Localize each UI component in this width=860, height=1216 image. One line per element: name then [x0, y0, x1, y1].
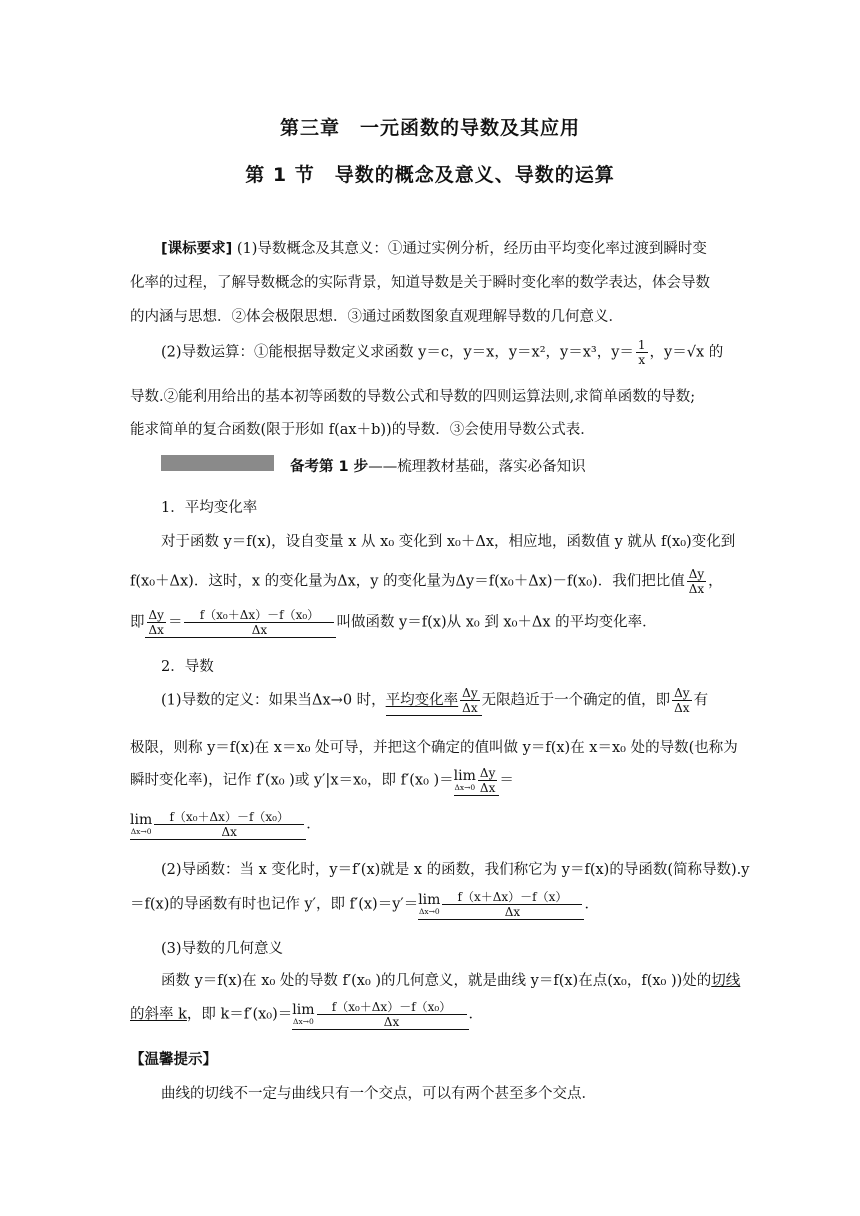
requirements-line-3: 的内涵与思想．②体会极限思想．③通过函数图象直观理解导数的几何意义．	[130, 309, 623, 325]
requirements-line-2: 化率的过程，了解导数概念的实际背景，知道导数是关于瞬时变化率的数学表达，体会导数	[130, 275, 710, 291]
limit-symbol-4: lim Δx→0	[292, 1001, 315, 1026]
derived-fn-line-2	[130, 890, 599, 920]
def-line-4	[130, 810, 321, 840]
requirements-tag: [课标要求]	[161, 241, 233, 257]
geometric-fraction: $\frac{\text{f（x₀＋Δx）－f（x₀）}}{\Delta x}$	[317, 1000, 467, 1029]
slope-underline: 的斜率 k	[130, 1006, 187, 1023]
section-title: 第 1 节 导数的概念及意义、导数的运算	[245, 164, 615, 186]
derived-fn-line-1: (2)导函数：当 x 变化时，y＝f′(x)就是 x 的函数，我们称它为 y＝f(x)的导函数(简称导数).y	[161, 862, 750, 878]
geometric-line-1-text: 函数 y＝f(x)在 x₀ 处的导数 f′(x₀ )的几何意义，就是曲线 y＝f(x)在点(x₀，f(x₀ ))处的	[161, 973, 712, 989]
operations-line-1	[161, 338, 723, 367]
def-line-3	[130, 766, 514, 796]
def-line-3-text: 瞬时变化率)，记作 f′(x₀ )或 y′|x＝x₀，即 f′(x₀ )＝	[130, 772, 454, 789]
operations-text-end: ，y＝√x 的	[649, 344, 724, 361]
chapter-title: 第三章 一元函数的导数及其应用	[279, 117, 580, 139]
geometric-end: ．	[468, 1006, 483, 1023]
banner-text: ——梳理教材基础，落实必备知识	[368, 459, 586, 475]
operations-line-2: 导数.②能利用给出的基本初等函数的导数公式和导数的四则运算法则,求简单函数的导数;	[130, 389, 696, 405]
avg-line-3-text: 叫做函数 y＝f(x)从 x₀ 到 x₀＋Δx 的平均变化率．	[336, 614, 657, 631]
avg-line-2-comma: ，	[708, 573, 723, 590]
geometric-line-1	[161, 969, 740, 990]
def-line-1-end: 有	[693, 692, 709, 709]
dy-dx-fraction: $\frac{\Delta y}{\Delta x}$	[688, 567, 705, 596]
def-line-3-eq: ＝	[499, 772, 514, 789]
derived-fn-text: ＝f(x)的导函数有时也记作 y′，即 f′(x)＝y′＝	[130, 896, 419, 913]
def-line-2: 极限，则称 y＝f(x)在 x＝x₀ 处可导，并把这个确定的值叫做 y＝f(x)在 x＝x₀ 处的导数(也称为	[130, 740, 738, 756]
requirements-line-1	[161, 237, 707, 258]
banner-label: 备考第 1 步	[290, 459, 369, 475]
derived-fn-end: ．	[584, 896, 599, 913]
def-line-1-mid: 无限趋近于一个确定的值，即	[481, 692, 671, 709]
limit-symbol-2: lim Δx→0	[130, 811, 153, 836]
geometric-line-2-text: ，即 k＝f′(x₀)＝	[186, 1006, 293, 1023]
derived-fn-fraction: $\frac{f(x+\Delta x)-f(x)}{\Delta x}$	[442, 890, 582, 919]
geometric-line-2	[130, 1000, 483, 1030]
one-over-x-fraction: $\frac{1}{x}$	[637, 338, 646, 367]
geometric-heading: (3)导数的几何意义	[161, 941, 284, 957]
avg-line-3-prefix: 即	[130, 614, 145, 631]
def-line-4-end: ．	[306, 816, 321, 833]
avg-line-1: 对于函数 y＝f(x)，设自变量 x 从 x₀ 变化到 x₀＋Δx，相应地，函数值 y 就从 f(x₀)变化到	[161, 534, 736, 550]
def-dy-dx-fraction: $\frac{\Delta y}{\Delta x}$	[462, 686, 478, 715]
dy-dx-fraction-2: $\frac{\Delta y}{\Delta x}$	[148, 608, 164, 637]
operations-line-3: 能求简单的复合函数(限于形如 f(ax＋b))的导数．③会使用导数公式表．	[130, 422, 595, 438]
tip-text: 曲线的切线不一定与曲线只有一个交点，可以有两个甚至多个交点．	[161, 1086, 596, 1102]
section-banner	[290, 455, 586, 476]
def-line-1-text: (1)导数的定义：如果当Δx→0 时，	[161, 692, 386, 709]
tangent-underline: 切线	[711, 973, 741, 989]
avg-line-2	[130, 567, 723, 596]
section-banner-bar	[161, 455, 274, 471]
heading-derivative: 2．导数	[161, 659, 214, 675]
avg-line-2-text: f(x₀＋Δx)．这时，x 的变化量为Δx，y 的变化量为Δy＝f(x₀＋Δx)－f(x₀)．我们把比值	[130, 573, 685, 590]
limit-symbol-3: lim Δx→0	[418, 891, 441, 916]
tip-label: 【温馨提示】	[130, 1052, 217, 1068]
operations-text: (2)导数运算：①能根据导数定义求函数 y＝c，y＝x，y＝x²，y＝x³，y＝	[161, 344, 634, 361]
def-dy-dx-fraction-2: $\frac{\Delta y}{\Delta x}$	[674, 686, 690, 715]
limit-symbol: lim Δx→0	[453, 767, 476, 792]
def-line-1	[161, 686, 708, 716]
def-full-fraction: $\frac{\text{f（x₀＋Δx）－f（x₀）}}{\Delta x}$	[154, 810, 304, 839]
heading-average-rate: 1．平均变化率	[161, 500, 258, 516]
avg-rate-fraction: $\frac{\text{f（x₀＋Δx）－f（x₀）}}{\Delta x}$	[184, 608, 334, 637]
requirements-text: (1)导数概念及其意义：①通过实例分析，经历由平均变化率过渡到瞬时变	[236, 241, 707, 257]
avg-rate-underline: 平均变化率	[385, 692, 459, 709]
avg-line-3: 即 $\frac{\Delta y}{\Delta x}$ ＝ $\frac{\text{f（x₀＋Δx）－f（x₀）}}{\Delta x}$ 叫做函数 y＝f(x)从 x₀ 到 x₀＋Δx 的平均变化率．	[130, 608, 657, 637]
def-limit-fraction: $\frac{\Delta y}{\Delta x}$	[479, 766, 496, 795]
